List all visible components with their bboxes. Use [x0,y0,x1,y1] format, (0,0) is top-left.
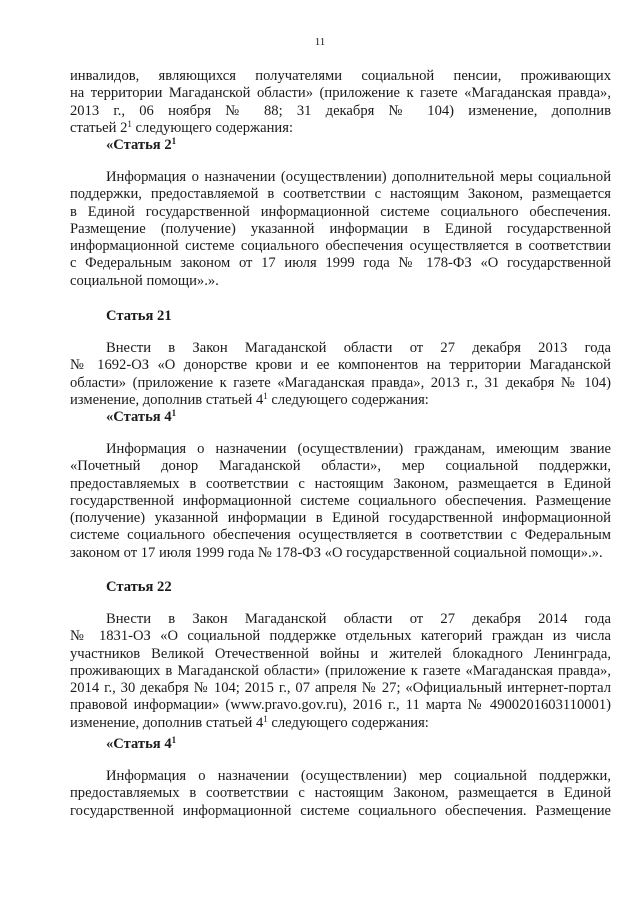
text-line: законом от 17 июля 1999 года № 178-ФЗ «О государственной социальной помощи».». [70,544,603,561]
text-line: государственной информационной системе социального обеспечения. Размещение [70,492,611,509]
text-line: изменение, дополнив статьей $4^1$ следующего содержания: [70,390,429,408]
paragraph-intro [70,68,611,137]
text-line: инвалидов, являющихся получателями социальной пенсии, проживающих [70,68,611,84]
text-line: правовой информации» (www.pravo.gov.ru), 2016 г., 11 марта № 4900201603110001) [70,697,611,714]
article-heading-21: Статья 21 [106,308,172,324]
article-heading-2-1: «Статья $2^1$ [106,136,177,153]
text-line: с Федеральным законом от 17 июля 1999 года № 178-ФЗ «О государственной [70,255,611,272]
paragraph-article-4-1-donor [70,441,611,562]
article-heading-22: Статья 22 [106,579,172,595]
text-line: Внести в Закон Магаданской области от 27 декабря 2014 года [106,611,611,627]
page-number: 11 [314,36,326,48]
text-line: «Почетный донор Магаданской области», мер социальной поддержки, [70,458,611,475]
text-line: статьей $2^1$ следующего содержания: [70,118,294,136]
text-line: области» (приложение к газете «Магаданская правда», 2013 г., 31 декабря № 104) [70,374,611,391]
text-line: Информация о назначении (осуществлении) мер социальной поддержки, [106,768,611,784]
text-line: Размещение (получение) указанной информации в Единой государственной [70,220,611,237]
text-line: предоставляемых в соответствии с настоящим Законом, размещается в Единой [70,475,611,492]
text-line: 2013 г., 06 ноября № 88; 31 декабря № 104) изменение, дополнив [70,102,611,119]
text-line: в Единой государственной информационной системе социального обеспечения. [70,203,611,220]
paragraph-article-21 [70,340,611,409]
text-line: социальной помощи».». [70,272,219,289]
text-line: предоставляемых в соответствии с настоящим Законом, размещается в Единой [70,785,611,802]
article-heading-4-1-veterans: «Статья $4^1$ [106,735,177,752]
text-line: государственной информационной системе социального обеспечения. Размещение [70,802,611,819]
text-line: изменение, дополнив статьей $4^1$ следующего содержания: [70,713,429,731]
text-line: участников Великой Отечественной войны и жителей блокадного Ленинграда, [70,645,611,662]
paragraph-article-4-1-veterans [70,768,611,820]
text-line: проживающих в Магаданской области» (приложение к газете «Магаданская правда», [70,662,611,679]
text-line: поддержки, предоставляемой в соответствии с настоящим Законом, размещается [70,186,611,203]
text-line: (получение) указанной информации в Единой государственной информационной [70,510,611,527]
text-line: Внести в Закон Магаданской области от 27 декабря 2013 года [106,340,611,356]
paragraph-article-22 [70,611,611,732]
text-line: № 1692-ОЗ «О донорстве крови и ее компонентов на территории Магаданской [70,357,611,374]
text-line: Информация о назначении (осуществлении) гражданам, имеющим звание [106,441,611,457]
text-line: информационной системе социального обеспечения осуществляется в соответствии [70,238,611,255]
article-heading-4-1: «Статья $4^1$ [106,408,177,425]
paragraph-article-2-1 [70,169,611,290]
text-line: на территории Магаданской области» (приложение к газете «Магаданская правда», [70,85,611,102]
text-line: № 1831-ОЗ «О социальной поддержке отдельных категорий граждан из числа [70,628,611,645]
text-line: системе социального обеспечения осуществляется в соответствии с Федеральным [70,527,611,544]
text-line: Информация о назначении (осуществлении) дополнительной меры социальной [106,169,611,185]
text-line: 2014 г., 30 декабря № 104; 2015 г., 07 апреля № 27; «Официальный интернет-портал [70,680,611,697]
